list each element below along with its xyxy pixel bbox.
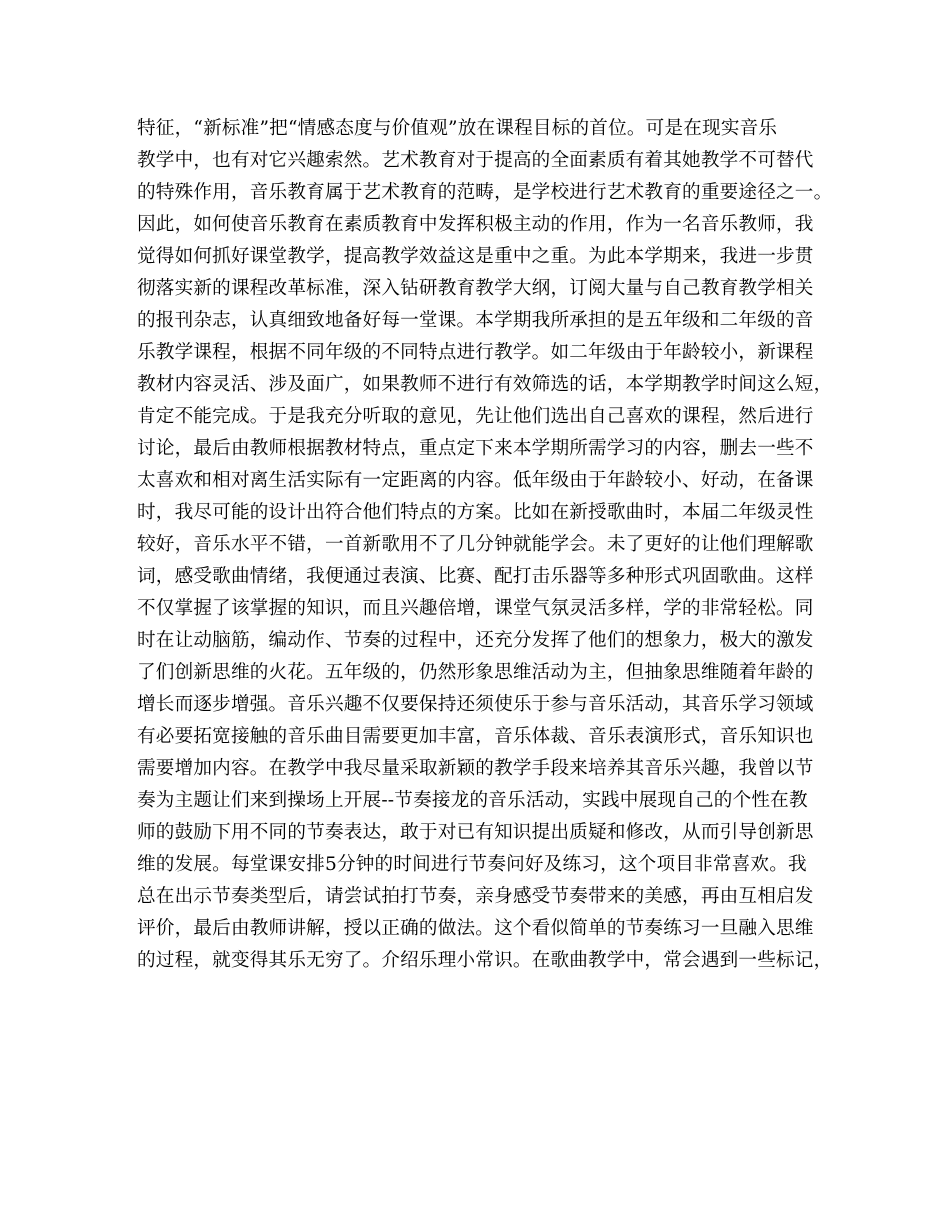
text-line: 较好，音乐水平不错，一首新歌用不了几分钟就能学会。未了更好的让他们理解歌	[137, 534, 814, 555]
text-line: 需要增加内容。在教学中我尽量采取新颖的教学手段来培养其音乐兴趣，我曾以节	[137, 758, 814, 779]
text-line: 的报刊杂志，认真细致地备好每一堂课。本学期我所承担的是五年级和二年级的音	[137, 310, 814, 331]
text-line: 词，感受歌曲情绪，我便通过表演、比赛、配打击乐器等多种形式巩固歌曲。这样	[137, 566, 814, 587]
text-line: 教学中，也有对它兴趣索然。艺术教育对于提高的全面素质有着其她教学不可替代	[137, 150, 814, 171]
text-line: 师的鼓励下用不同的节奏表达，敢于对已有知识提出质疑和修改，从而引导创新思	[137, 822, 814, 843]
text-line: 奏为主题让们来到操场上开展--节奏接龙的音乐活动，实践中展现自己的个性在教	[137, 790, 808, 811]
text-line: 特征，“新标准”把“情感态度与价值观”放在课程目标的首位。可是在现实音乐	[137, 118, 778, 139]
text-line: 彻落实新的课程改革标准，深入钻研教育教学大纲，订阅大量与自己教育教学相关	[137, 278, 814, 299]
text-line: 的过程，就变得其乐无穷了。介绍乐理小常识。在歌曲教学中，常会遇到一些标记，	[137, 950, 833, 971]
text-line: 肯定不能完成。于是我充分听取的意见，先让他们选出自己喜欢的课程，然后进行	[137, 406, 814, 427]
text-line: 觉得如何抓好课堂教学，提高教学效益这是重中之重。为此本学期来，我进一步贯	[137, 246, 814, 267]
text-line: 维的发展。每堂课安排5分钟的时间进行节奏问好及练习，这个项目非常喜欢。我	[137, 854, 807, 875]
text-line: 教材内容灵活、涉及面广，如果教师不进行有效筛选的话，本学期教学时间这么短，	[137, 374, 833, 395]
text-line: 不仅掌握了该掌握的知识，而且兴趣倍增，课堂气氛灵活多样，学的非常轻松。同	[137, 598, 814, 619]
text-line: 总在出示节奏类型后，请尝试拍打节奏，亲身感受节奏带来的美感，再由互相启发	[137, 886, 814, 907]
text-line: 时在让动脑筋，编动作、节奏的过程中，还充分发挥了他们的想象力，极大的激发	[137, 630, 814, 651]
text-line: 增长而逐步增强。音乐兴趣不仅要保持还须使乐于参与音乐活动，其音乐学习领域	[137, 694, 814, 715]
text-line: 时，我尽可能的设计出符合他们特点的方案。比如在新授歌曲时，本届二年级灵性	[137, 502, 814, 523]
text-line: 因此，如何使音乐教育在素质教育中发挥积极主动的作用，作为一名音乐教师，我	[137, 214, 814, 235]
text-line: 乐教学课程，根据不同年级的不同特点进行教学。如二年级由于年龄较小，新课程	[137, 342, 814, 363]
text-line: 评价，最后由教师讲解，授以正确的做法。这个看似简单的节奏练习一旦融入思维	[137, 918, 814, 939]
text-line: 了们创新思维的火花。五年级的，仍然形象思维活动为主，但抽象思维随着年龄的	[137, 662, 814, 683]
text-line: 讨论，最后由教师根据教材特点，重点定下来本学期所需学习的内容，删去一些不	[137, 438, 814, 459]
text-line: 有必要拓宽接触的音乐曲目需要更加丰富，音乐体裁、音乐表演形式，音乐知识也	[137, 726, 814, 747]
text-line: 的特殊作用，音乐教育属于艺术教育的范畴，是学校进行艺术教育的重要途径之一。	[137, 182, 833, 203]
body-text	[137, 113, 833, 977]
text-line: 太喜欢和相对离生活实际有一定距离的内容。低年级由于年龄较小、好动，在备课	[137, 470, 814, 491]
